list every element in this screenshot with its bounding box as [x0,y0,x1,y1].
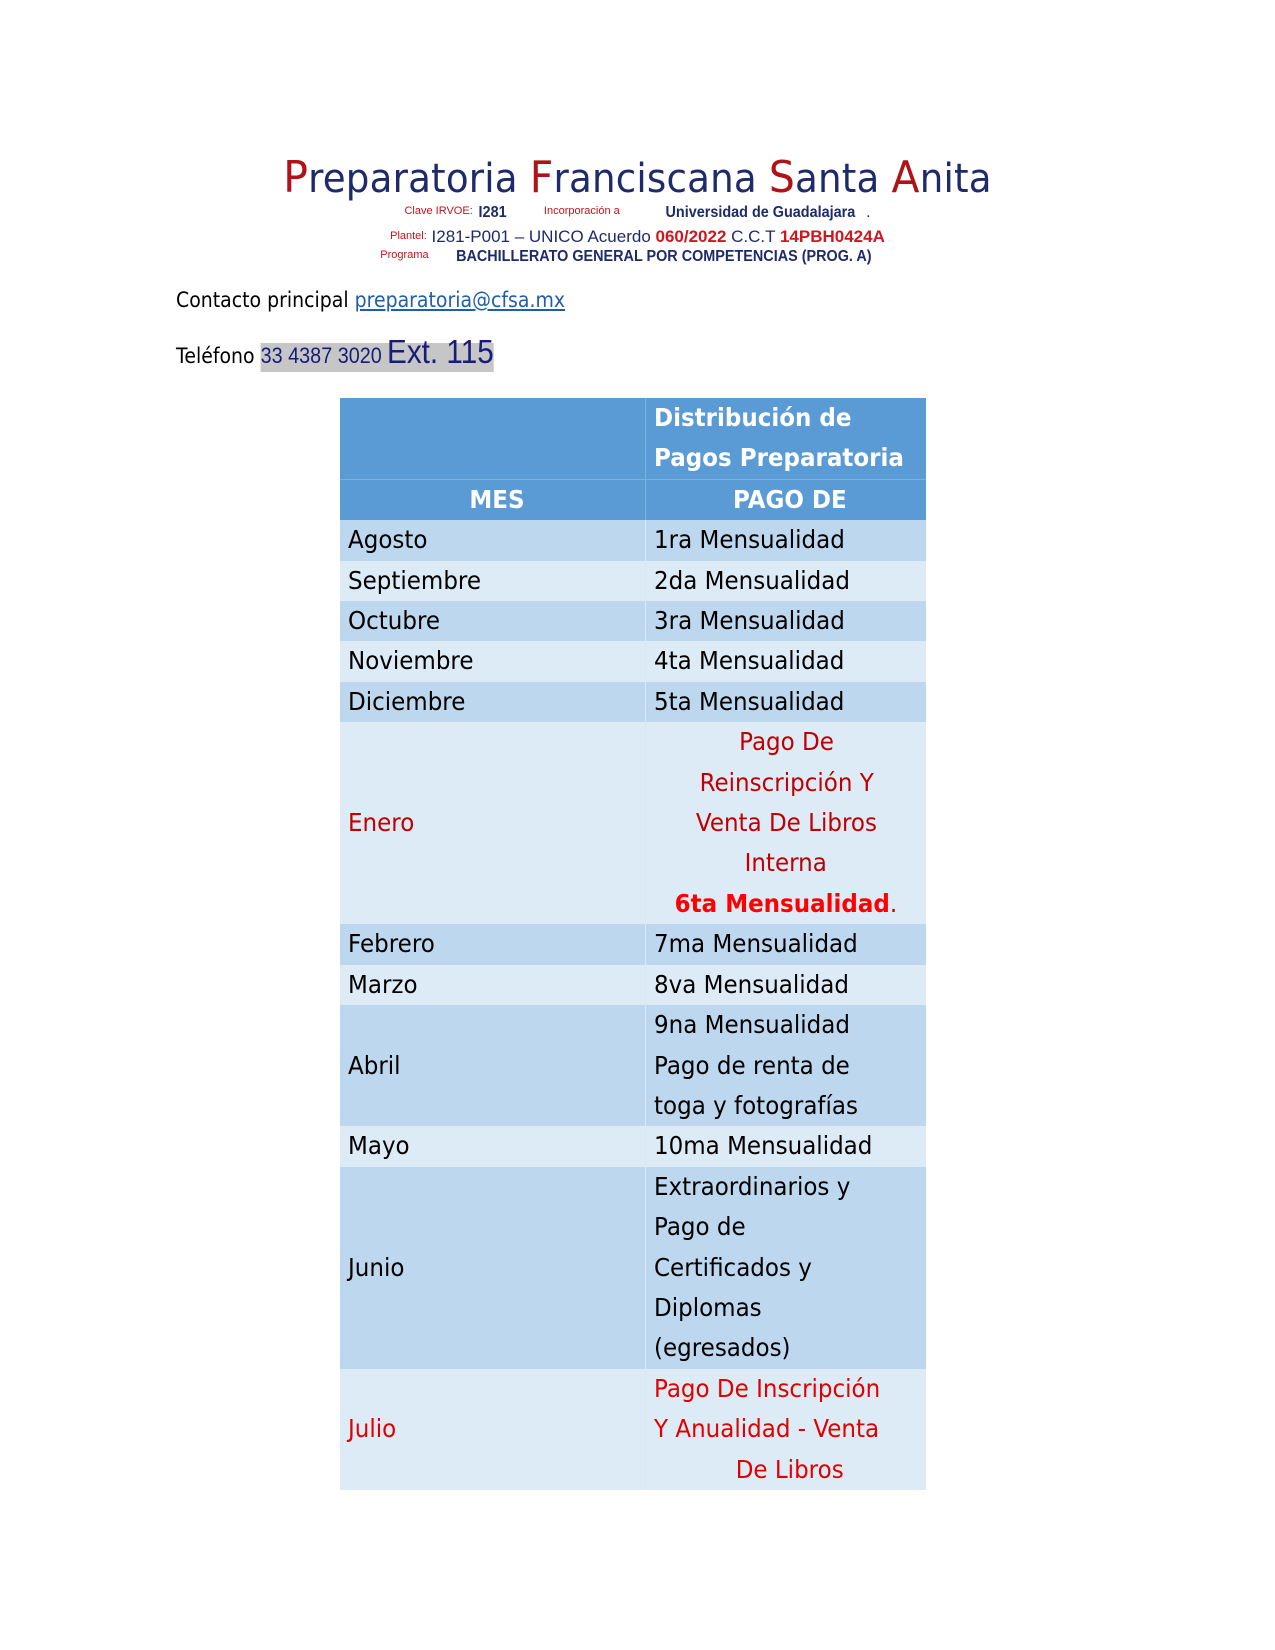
column-header-mes [340,479,646,520]
cell-pago [646,1126,926,1166]
pago-text: 4ta Mensualidad [654,646,845,676]
pago-line [654,1409,926,1449]
table-row [340,722,926,924]
title-word: Preparatoria [283,152,530,203]
pago-line [654,1167,926,1207]
title-word: Franciscana [529,152,769,203]
mes-text: Mayo [348,1131,410,1161]
pago-line [654,965,926,1005]
cell-mes [340,682,646,722]
title-word: Santa [768,152,892,203]
cell-mes [340,520,646,560]
contact-line [176,288,565,312]
cell-mes [340,722,646,924]
column-header-pago-label: PAGO DE [733,484,848,514]
pago-line [654,1086,926,1126]
table-row [340,641,926,681]
contact-email-link[interactable]: preparatoria@cfsa.mx [354,288,566,312]
pago-line [646,763,926,803]
pago-text: 1ra Mensualidad [654,525,846,555]
pago-text: Diplomas [654,1292,762,1322]
pago-line [654,1248,926,1288]
pago-emphasis [675,884,898,924]
clave-line [0,204,1275,222]
incorporacion-dot: . [866,204,871,221]
pago-text: Venta De Libros [695,808,877,838]
plantel-label: Plantel: [390,230,427,242]
pago-line [654,1328,926,1368]
pago-text: 8va Mensualidad [654,969,850,999]
cell-mes [340,561,646,601]
table-title-line: Distribución de [654,403,852,432]
table-header-row [340,479,926,520]
cell-mes [340,641,646,681]
table-row [340,682,926,722]
pago-text: Pago De [738,727,834,757]
title-word: Anita [891,152,992,203]
table-row [340,1167,926,1369]
phone-highlight [260,333,494,372]
mes-text: Abril [348,1050,401,1080]
table-row [340,561,926,601]
cell-pago [646,924,926,964]
pago-text: Interna [745,848,828,878]
incorporacion-label: Incorporación a [543,205,620,217]
clave-value: I281 [478,204,507,221]
cell-pago [646,682,926,722]
table-row [340,520,926,560]
mes-text: Julio [348,1414,397,1444]
pago-text: 3ra Mensualidad [654,606,846,636]
programa-line [0,248,1275,266]
pago-line [646,803,926,843]
cell-mes [340,965,646,1005]
programa-value: BACHILLERATO GENERAL POR COMPETENCIAS (PROG. A) [456,248,872,265]
cell-mes [340,601,646,641]
pago-text: 5ta Mensualidad [654,686,845,716]
pago-text: Certificados y [654,1252,813,1282]
plantel-value: I281-P001 – UNICO Acuerdo [431,227,651,246]
pago-line [654,561,926,601]
pago-line [654,641,926,681]
cell-pago [646,722,926,924]
cell-pago [646,641,926,681]
cell-pago [646,520,926,560]
pago-emphasis-line [646,884,926,924]
mes-text: Marzo [348,969,418,999]
pago-text: De Libros [736,1454,845,1484]
pago-text: Pago de [654,1212,747,1242]
phone-label: Teléfono [176,344,255,368]
pago-line [654,1126,926,1166]
table-row [340,1005,926,1126]
pago-line [654,1207,926,1247]
pago-line [654,682,926,722]
pago-line [654,520,926,560]
payment-table [340,398,926,1490]
phone-ext: Ext. 115 [387,333,494,370]
plantel-line [0,227,1275,247]
cell-mes [340,1005,646,1126]
pago-text: Y Anualidad - Venta [654,1414,880,1444]
mes-text: Enero [348,808,415,838]
pago-text: 7ma Mensualidad [654,929,859,959]
pago-line [646,722,926,762]
mes-text: Agosto [348,525,428,555]
pago-line [654,1450,926,1490]
phone-line [176,333,494,371]
cell-mes [340,1369,646,1490]
cell-pago [646,601,926,641]
cell-pago [646,561,926,601]
column-header-pago [646,479,926,520]
pago-line [654,1288,926,1328]
pago-emphasis-text: 6ta Mensualidad [674,888,891,918]
cell-pago [646,1369,926,1490]
pago-text: Pago de renta de [654,1050,851,1080]
table-row [340,601,926,641]
cell-pago [646,1167,926,1369]
cct-value: 14PBH0424A [779,227,885,246]
programa-label: Programa [380,249,429,261]
header-empty-cell [340,398,646,479]
cct-label: C.C.T [731,227,776,246]
pago-line [654,1369,926,1409]
mes-text: Junio [348,1252,405,1282]
pago-line [654,601,926,641]
pago-text: 10ma Mensualidad [654,1131,873,1161]
table-row [340,1369,926,1490]
clave-label: Clave IRVOE: [404,205,473,217]
phone-number: 33 4387 3020 [260,343,382,368]
table-title-line: Pagos Preparatoria [654,443,905,473]
pago-text: toga y fotografías [654,1090,859,1120]
pago-emphasis-tail: . [890,888,898,918]
pago-text: 2da Mensualidad [654,565,851,595]
mes-text: Diciembre [348,686,466,716]
pago-text: 9na Mensualidad [654,1010,851,1040]
pago-text: Extraordinarios y [654,1171,851,1201]
pago-line [654,1046,926,1086]
pago-text: Pago De Inscripción [654,1373,881,1403]
column-header-mes-label: MES [469,484,525,514]
incorporacion-value: Universidad de Guadalajara [665,204,856,221]
pago-line [654,1005,926,1045]
table-title [646,398,926,479]
table-row [340,1126,926,1166]
cell-pago [646,965,926,1005]
contact-label: Contacto principal [176,288,349,312]
mes-text: Noviembre [348,646,474,676]
acuerdo-value: 060/2022 [655,227,727,246]
cell-mes [340,1126,646,1166]
pago-text: Reinscripción Y [699,767,874,797]
cell-mes [340,924,646,964]
table-title-row [340,398,926,479]
pago-text: (egresados) [654,1333,791,1363]
mes-text: Octubre [348,606,441,636]
mes-text: Febrero [348,929,435,959]
pago-line [654,924,926,964]
cell-pago [646,1005,926,1126]
cell-mes [340,1167,646,1369]
pago-line [646,843,926,883]
school-title [45,152,1231,203]
table-row [340,965,926,1005]
mes-text: Septiembre [348,565,482,595]
table-row [340,924,926,964]
